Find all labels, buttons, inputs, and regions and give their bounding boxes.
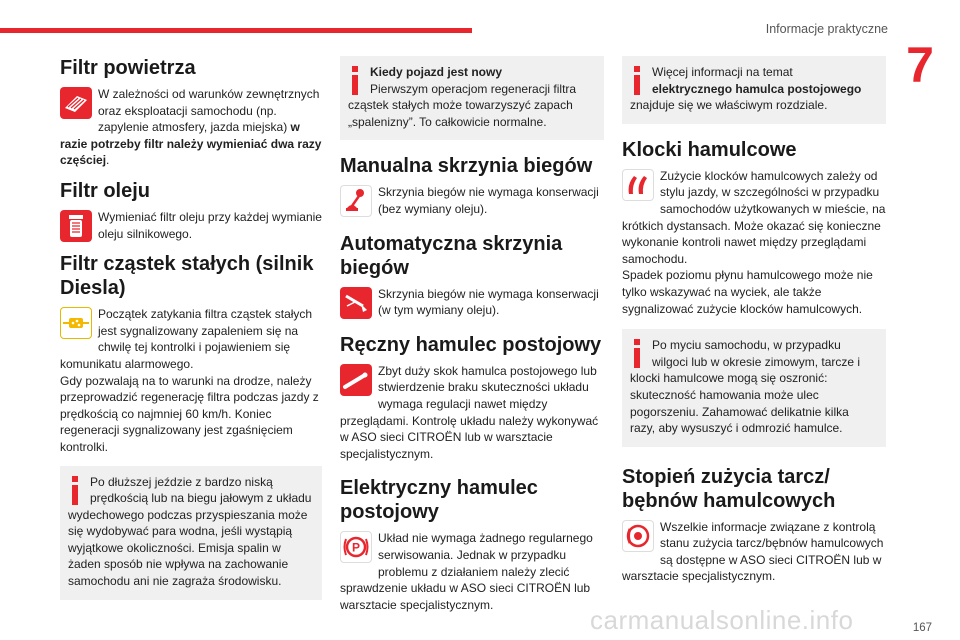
info-icon bbox=[348, 66, 362, 96]
manual-gearbox-heading: Manualna skrzynia biegów bbox=[340, 155, 593, 178]
automatic-gearbox-text: Skrzynia biegów nie wymaga konserwacji (w tym wymiany oleju). bbox=[378, 286, 599, 318]
oil-filter-icon bbox=[60, 210, 92, 242]
epb-note-end: znajduje się we właściwym rozdziale. bbox=[630, 98, 828, 113]
brake-pads-note-text: Po myciu samochodu, w przypadku wilgoci lub w okresie zimowym, tarcze i klocki hamulcowe mogą się oszronić: skuteczność hamowania może ulec pogorszeniu. Zahamować delikatnie kilka razy, aby wysuszyć i odmrozić hamulce. bbox=[630, 338, 861, 436]
particle-filter-text-2: Gdy pozwalają na to warunki na drodze, należy przeprowadzić regenerację filtra podczas jazdy z prędkością co najmniej 60 km/h. Koniec regeneracji sygnalizowany jest zgaśnięciem kontrolki. bbox=[60, 373, 319, 454]
chapter-number: 7 bbox=[906, 37, 934, 93]
air-filter-end: . bbox=[106, 153, 110, 168]
brake-pads-icon bbox=[622, 169, 654, 201]
brake-disc-wear-heading: Stopień zużycia tarcz/ bębnów hamulcowych bbox=[622, 465, 836, 512]
epb-note-bold: elektrycznego hamulca postojowego bbox=[652, 81, 862, 96]
oil-filter-heading: Filtr oleju bbox=[60, 179, 150, 202]
parking-brake-icon bbox=[340, 364, 372, 396]
parking-brake-text: Zbyt duży skok hamulca postojowego lub stwierdzenie braku skuteczności układu wymaga regulacji nawet między przeglądami. Kontrolę układu należy wykonywać w ASO sieci CITROËN lub w warsztacie specjalistycznym. bbox=[340, 363, 599, 461]
svg-text:P: P bbox=[351, 540, 361, 555]
brake-disc-wear-paragraph bbox=[622, 519, 886, 585]
automatic-gearbox-icon bbox=[340, 287, 372, 319]
brake-pads-heading: Klocki hamulcowe bbox=[622, 138, 797, 161]
new-vehicle-note-text: Pierwszym operacjom regeneracji filtra cząstek stałych może towarzyszyć zapach „spalenizny”. To całkowicie normalne. bbox=[348, 81, 577, 129]
column-1 bbox=[60, 56, 322, 600]
brake-pads-text-2: Spadek poziomu płynu hamulcowego może nie tylko wskazywać na wyciek, ale także sygnalizować zużycie klocków hamulcowych. bbox=[622, 268, 873, 316]
brake-disc-icon bbox=[622, 520, 654, 552]
electric-parking-brake-paragraph bbox=[340, 530, 604, 613]
epb-note-text: Więcej informacji na temat bbox=[652, 65, 793, 79]
particle-filter-note-text: Po dłuższej jeździe z bardzo niską prędkością lub na biegu jałowym z układu wydechowego podczas przyspieszania może się wydobywać para wodna, jeśli wystąpią wyjątkowe okoliczności. Emisja spalin w żaden sposób nie wpływa na zachowanie samochodu ani nie zagraża środowisku. bbox=[68, 474, 312, 589]
section-title: Informacje praktyczne bbox=[765, 22, 888, 36]
air-filter-heading: Filtr powietrza bbox=[60, 57, 196, 79]
epb-info-note bbox=[622, 56, 886, 124]
particle-filter-text-1: Początek zatykania filtra cząstek stałych jest sygnalizowany zapaleniem się na chwilę tej kontrolki i pojawieniem się komunikatu alarmowego. bbox=[60, 307, 313, 371]
info-icon bbox=[68, 476, 82, 506]
electric-parking-brake-heading: Elektryczny hamulec postojowy bbox=[340, 477, 538, 524]
particle-filter-paragraph bbox=[60, 306, 322, 455]
column-2 bbox=[340, 56, 604, 613]
electric-parking-brake-icon bbox=[340, 531, 372, 563]
info-icon bbox=[630, 66, 644, 96]
brake-disc-wear-text: Wszelkie informacje związane z kontrolą stanu zużycia tarcz/bębnów hamulcowych są dostępne w ASO sieci CITROËN lub w warsztacie specjalistycznym. bbox=[622, 519, 884, 584]
air-filter-text: W zależności od warunków zewnętrznych oraz eksploatacji samochodu (np. zapylenie atmosfery, jazda miejska) bbox=[98, 87, 320, 135]
page-number: 167 bbox=[912, 622, 932, 634]
brake-pads-text-1: Zużycie klocków hamulcowych zależy od stylu jazdy, w szczególności w przypadku samochodów użytkowanych w mieście, na krótkich dystansach. Może okazać się konieczne wykonanie kontroli nawet między przeglądami samochodu. bbox=[622, 168, 886, 266]
automatic-gearbox-paragraph bbox=[340, 286, 604, 319]
brake-pads-paragraph bbox=[622, 168, 886, 317]
info-icon bbox=[630, 339, 644, 369]
oil-filter-text: Wymieniać filtr oleju przy każdej wymianie oleju silnikowego. bbox=[98, 209, 322, 241]
new-vehicle-note bbox=[340, 56, 604, 140]
manual-gearbox-paragraph bbox=[340, 184, 604, 217]
column-3 bbox=[622, 56, 886, 585]
air-filter-paragraph bbox=[60, 86, 322, 169]
automatic-gearbox-heading: Automatyczna skrzynia biegów bbox=[340, 232, 563, 279]
electric-parking-brake-text: Układ nie wymaga żadnego regularnego serwisowania. Jednak w przypadku problemu z działaniem należy zlecić sprawdzenie układu w ASO sieci CITROËN lub warsztacie specjalistycznym. bbox=[340, 531, 593, 612]
manual-gearbox-text: Skrzynia biegów nie wymaga konserwacji (bez wymiany oleju). bbox=[378, 185, 599, 216]
manual-gearbox-icon bbox=[340, 185, 372, 217]
particle-filter-heading: Filtr cząstek stałych (silnik Diesla) bbox=[60, 253, 314, 300]
oil-filter-paragraph bbox=[60, 209, 322, 242]
header-accent-bar bbox=[0, 28, 472, 33]
parking-brake-heading: Ręczny hamulec postojowy bbox=[340, 333, 602, 356]
air-filter-bold-text: w razie potrzeby filtr należy wymieniać dwa razy częściej bbox=[60, 120, 322, 168]
particle-filter-icon bbox=[60, 307, 92, 339]
brake-pads-note bbox=[622, 329, 886, 447]
particle-filter-note bbox=[60, 466, 322, 600]
parking-brake-paragraph bbox=[340, 363, 604, 463]
new-vehicle-note-bold: Kiedy pojazd jest nowy bbox=[370, 65, 503, 79]
watermark: carmanualsonline.info bbox=[590, 605, 854, 635]
air-filter-icon bbox=[60, 87, 92, 119]
